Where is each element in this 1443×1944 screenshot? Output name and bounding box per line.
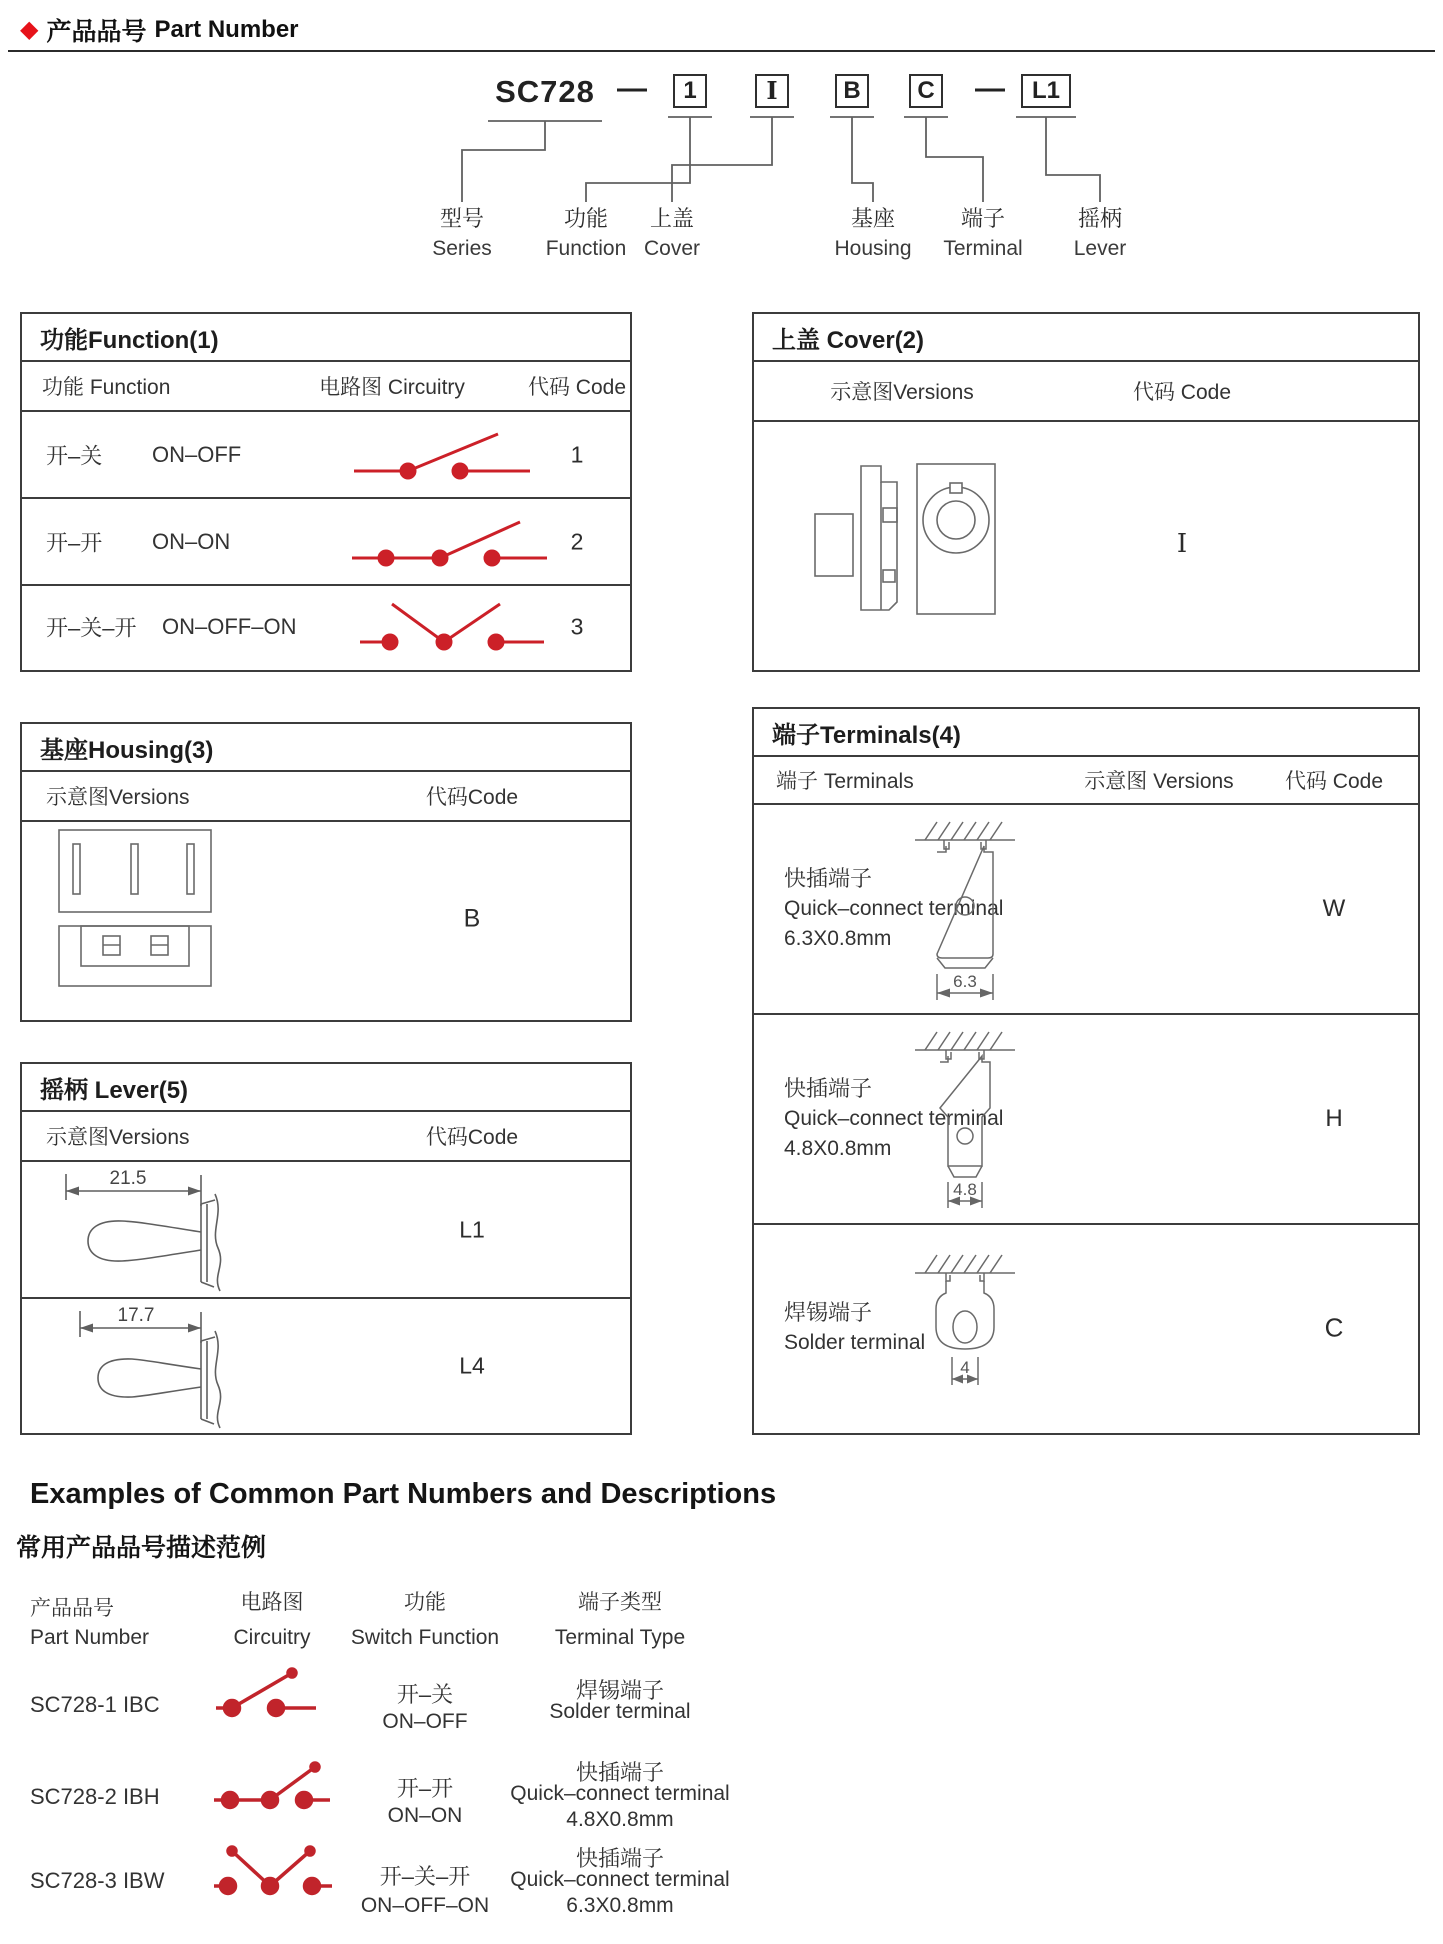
label-housing-en: Housing xyxy=(834,237,912,260)
section-header xyxy=(20,12,299,48)
terminal-code: H xyxy=(1325,1105,1343,1132)
section-title-cn: 产品品号 xyxy=(46,18,147,46)
part-number-code-housing: B xyxy=(835,74,869,108)
label-function-cn: 功能 xyxy=(563,206,608,231)
cover-table-header xyxy=(754,362,1418,422)
versions-col-header: 示意图Versions xyxy=(830,381,974,404)
example-circuit-on-on-icon xyxy=(212,1754,337,1816)
example-terminal-en: Solder terminal xyxy=(549,1700,691,1723)
function-row-on-off-on xyxy=(22,586,630,668)
function-name-en: ON–OFF–ON xyxy=(162,614,297,639)
label-lever-cn: 摇柄 xyxy=(1077,206,1122,231)
label-function-en: Function xyxy=(545,237,627,260)
example-terminal-cn: 快插端子 xyxy=(575,1846,664,1871)
examples-col2-header-en: Circuitry xyxy=(233,1626,311,1649)
label-terminal-cn: 端子 xyxy=(960,206,1005,231)
example-function-cn: 开–关–开 xyxy=(379,1864,471,1889)
terminal-name-en: Quick–connect terminal xyxy=(784,1107,1004,1130)
housing-table-title: 基座Housing(3) xyxy=(22,724,630,772)
terminal-code: C xyxy=(1324,1312,1344,1343)
function-name-en: ON–OFF xyxy=(152,441,242,467)
cover-code: I xyxy=(1176,529,1188,559)
part-number-code-terminal: C xyxy=(909,74,943,108)
terminal-size: 4.8X0.8mm xyxy=(784,1137,892,1160)
lever-row-l4 xyxy=(22,1299,630,1433)
examples-col1-header-cn: 产品品号 xyxy=(30,1597,114,1620)
cover-table xyxy=(752,312,1420,672)
function-col-header: 功能 Function xyxy=(42,376,171,399)
part-number-code-function: 1 xyxy=(673,74,707,108)
terminal-size: 6.3X0.8mm xyxy=(784,927,892,950)
label-series xyxy=(402,202,522,261)
example-part-number: SC728-1 IBC xyxy=(30,1692,160,1717)
example-function-cn: 开–关 xyxy=(396,1682,454,1707)
code-col-header: 代码Code xyxy=(425,1126,519,1149)
circuitry-col-header: 电路图 Circuitry xyxy=(319,376,465,399)
lever-l4-drawing xyxy=(42,1307,277,1429)
example-function-en: ON–OFF xyxy=(382,1710,468,1733)
label-cover-cn: 上盖 xyxy=(649,206,694,231)
examples-col3-header-en: Switch Function xyxy=(350,1626,500,1649)
label-cover-en: Cover xyxy=(643,237,701,260)
example-terminal-size: 6.3X0.8mm xyxy=(566,1894,674,1917)
terminals-table-header xyxy=(754,757,1418,805)
housing-drawing xyxy=(47,826,237,1012)
function-name-en: ON–ON xyxy=(152,528,231,554)
terminal-code: W xyxy=(1322,895,1346,922)
terminal-name-en: Solder terminal xyxy=(784,1331,926,1354)
label-lever xyxy=(1040,202,1160,261)
label-housing xyxy=(813,202,933,261)
example-part-number: SC728-2 IBH xyxy=(30,1784,160,1809)
terminal-row-w xyxy=(754,805,1418,1015)
examples-col3-header-cn: 功能 xyxy=(404,1591,446,1614)
terminal-c-drawing xyxy=(880,1243,1050,1413)
examples-col4-header-en: Terminal Type xyxy=(554,1626,686,1649)
lever-code: L4 xyxy=(459,1352,485,1379)
example-terminal-en: Quick–connect terminal xyxy=(510,1868,730,1891)
function-table-title: 功能Function(1) xyxy=(22,314,630,362)
terminals-table-title: 端子Terminals(4) xyxy=(754,709,1418,757)
example-function-en: ON–ON xyxy=(387,1804,463,1827)
terminal-name-cn: 快插端子 xyxy=(784,866,873,891)
terminal-w-dimension: 6.3 xyxy=(953,972,977,991)
example-part-number: SC728-3 IBW xyxy=(30,1868,165,1893)
lever-row-l1 xyxy=(22,1162,630,1299)
terminal-name-cn: 快插端子 xyxy=(784,1076,873,1101)
label-terminal-en: Terminal xyxy=(943,237,1023,260)
example-terminal-en: Quick–connect terminal xyxy=(510,1782,730,1805)
housing-code: B xyxy=(463,904,481,933)
examples-col1-header-en: Part Number xyxy=(30,1626,150,1649)
code-col-header: 代码Code xyxy=(425,786,519,809)
lever-l1-dimension: 21.5 xyxy=(109,1170,147,1189)
lever-table-title: 摇柄 Lever(5) xyxy=(22,1064,630,1112)
part-number-code-lever: L1 xyxy=(1021,74,1071,108)
label-cover xyxy=(612,202,732,261)
code-col-header: 代码 Code xyxy=(1132,381,1232,404)
example-circuit-on-off-on-icon xyxy=(212,1840,337,1902)
example-function-en: ON–OFF–ON xyxy=(360,1894,490,1917)
versions-col-header: 示意图Versions xyxy=(46,1126,190,1149)
label-lever-en: Lever xyxy=(1073,237,1127,260)
lever-table-header xyxy=(22,1112,630,1162)
examples-title-en: Examples of Common Part Numbers and Descriptions xyxy=(30,1478,777,1510)
section-diamond-icon: ◆ xyxy=(20,16,39,43)
function-table xyxy=(20,312,632,672)
terminal-c-dimension: 4 xyxy=(960,1358,970,1377)
label-terminal xyxy=(923,202,1043,261)
examples-col4-header-cn: 端子类型 xyxy=(578,1591,662,1614)
example-terminal-cn: 快插端子 xyxy=(575,1760,664,1785)
function-name-cn: 开–关 xyxy=(46,443,103,468)
terminal-h-dimension: 4.8 xyxy=(953,1180,977,1199)
code-col-header: 代码 Code xyxy=(527,376,627,399)
header-rule xyxy=(8,50,1435,52)
function-name-cn: 开–开 xyxy=(46,530,103,555)
cover-table-title: 上盖 Cover(2) xyxy=(754,314,1418,362)
housing-table-header xyxy=(22,772,630,822)
examples-col2-header-cn: 电路图 xyxy=(240,1591,304,1614)
function-code: 1 xyxy=(570,441,584,467)
cover-row xyxy=(754,422,1418,666)
function-code: 3 xyxy=(570,613,584,640)
label-housing-cn: 基座 xyxy=(850,206,895,231)
cover-drawing xyxy=(809,452,1009,632)
part-number-code-cover: I xyxy=(755,74,789,108)
part-number-dash-1: — xyxy=(617,72,647,105)
examples-title-cn: 常用产品品号描述范例 xyxy=(16,1534,267,1562)
lever-l4-dimension: 17.7 xyxy=(117,1307,155,1326)
lever-l1-drawing xyxy=(42,1170,277,1292)
code-col-header: 代码 Code xyxy=(1284,770,1384,793)
function-code: 2 xyxy=(570,528,584,554)
terminals-col-header: 端子 Terminals xyxy=(776,770,914,793)
part-number-dash-2: — xyxy=(975,72,1005,105)
label-series-cn: 型号 xyxy=(439,206,484,231)
versions-col-header: 示意图Versions xyxy=(46,786,190,809)
housing-table xyxy=(20,722,632,1022)
example-terminal-cn: 焊锡端子 xyxy=(575,1678,664,1703)
example-function-cn: 开–开 xyxy=(396,1776,454,1801)
terminals-table xyxy=(752,707,1420,1435)
example-circuit-on-off-icon xyxy=(212,1662,337,1724)
part-number-connector-lines xyxy=(430,105,1130,205)
function-table-header xyxy=(22,362,630,412)
label-series-en: Series xyxy=(432,237,492,260)
example-terminal-size: 4.8X0.8mm xyxy=(566,1808,674,1831)
terminal-row-c xyxy=(754,1225,1418,1431)
versions-col-header: 示意图 Versions xyxy=(1084,770,1234,793)
lever-code: L1 xyxy=(459,1216,485,1242)
terminal-h-drawing xyxy=(880,1020,1050,1220)
terminal-name-cn: 焊锡端子 xyxy=(784,1300,873,1325)
part-number-series: SC728 xyxy=(495,74,595,109)
terminal-row-h xyxy=(754,1015,1418,1225)
function-name-cn: 开–关–开 xyxy=(46,615,137,641)
function-row-on-on xyxy=(22,499,630,586)
section-title-en: Part Number xyxy=(154,16,299,43)
lever-table xyxy=(20,1062,632,1435)
terminal-name-en: Quick–connect terminal xyxy=(784,897,1004,920)
terminal-w-drawing xyxy=(880,810,1050,1010)
function-row-on-off xyxy=(22,412,630,499)
housing-row xyxy=(22,822,630,1016)
